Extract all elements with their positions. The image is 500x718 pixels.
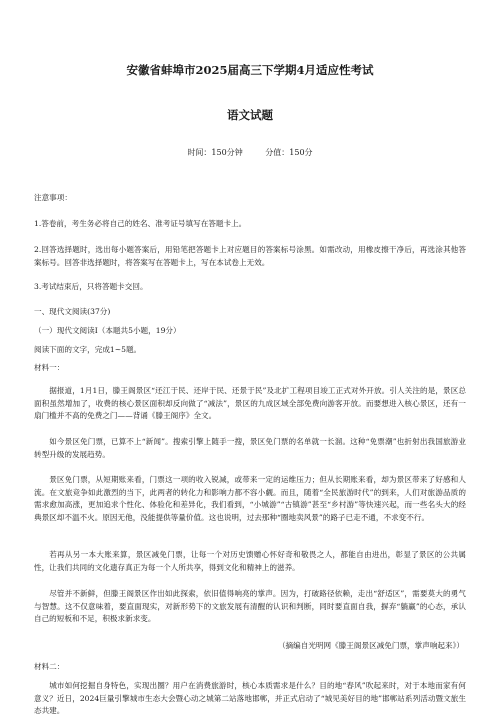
paragraph-2: 如今景区免门票，已算不上“新闻”。搜索引擎上随手一搜，景区免门票的名单就一长溜。这种“免票潮”也折射出我国旅游业转型升级的发展趋势。 xyxy=(34,437,466,459)
exam-subtitle: 语文试题 xyxy=(227,108,273,122)
material-1-label: 材料一： xyxy=(34,363,65,372)
exam-time: 时间：150分钟 xyxy=(187,148,243,157)
note-item-1: 1.答卷前，考生务必将自己的姓名、准考证号填写在答题卡上。 xyxy=(34,219,247,228)
exam-score: 分值：150分 xyxy=(265,148,313,157)
exam-meta xyxy=(0,147,500,158)
exam-title: 安徽省蚌埠市2025届高三下学期4月适应性考试 xyxy=(126,63,374,77)
note-item-3: 3.考试结束后，只将答题卡交回。 xyxy=(34,282,148,291)
paragraph-1: 据报道，1月1日，滕王阁景区“还江于民、还岸于民、还景于民”及北扩工程项目竣工正式对外开放。引人关注的是，景区总面积虽然增加了，收费的核心景区面积却反向做了“减法”，景区的九成区域全部免费向游客开放。而要想进入核心景区，还有一扇门槛并不高的免费之门——背诵《滕王阁序》全文。 xyxy=(34,386,466,420)
material-2-paragraph: 城市如何挖掘自身特色，实现出圈？用户在消费旅游时，核心本质需求是什么？目的地“春风”吹起来时，对于本地而家有何意义？近日，2024巨量引擎城市生态大会暨心动之城第二站落地邯郸，并正式启动了“城见美好目的地”邯郸站系列活动暨文旅生态共建。 xyxy=(34,681,466,715)
paragraph-3: 景区免门票，从短期账来看，门票这一项的收入锐减，或带来一定的运维压力；但从长期账来看，却为景区带来了好感和人流。在文旅竞争如此激烈的当下，此两者的转化力和影响力都不容小觑。而且，随着“全民旅游时代”的到来，人们对旅游品质的需求愈加高涨，更加追求个性化、体验化和差异化，我们看到，“小城游”“古镇游”甚至“乡村游”等快速兴起，而一些名头大的经典景区却不温不火。原因无他，没能提供等量价值。这也说明，过去那种“圈地卖风景”的路子已走不通，不求变不行。 xyxy=(34,475,466,522)
notes-heading: 注意事项： xyxy=(34,193,72,202)
source-citation: （摘编自光明网《滕王阁景区减免门票，掌声响起来》） xyxy=(277,641,464,650)
paragraph-5: 尽管并不新鲜，但滕王阁景区作出如此探索，依旧值得响亮的掌声。因为，打破路径依赖，走出“舒适区”，需要莫大的勇气与智慧。这不仅意味着，要直面现实，对新形势下的文旅发展有清醒的认识和判断，同时要直面自我，摒弃“躺赢”的心态，承认自己的短板和不足，积极求新求变。 xyxy=(34,589,466,623)
note-item-2: 2.回答选择题时，选出每小题答案后，用铅笔把答题卡上对应题目的答案标号涂黑。如需改动，用橡皮擦干净后，再选涂其他答案标号。回答非选择题时，将答案写在答题卡上，写在本试卷上无效。 xyxy=(34,245,466,267)
sub-heading: （一）现代文阅读Ⅰ（本题共5小题，19分） xyxy=(34,326,181,335)
instruction: 阅读下面的文字，完成1~5题。 xyxy=(34,345,142,354)
paragraph-4: 若再从另一本大账来算，景区减免门票，让每一个对历史馈赠心怀好奇和敬畏之人，都能自由进出，彰显了景区的公共属性，让我们共同的文化遗存真正为每一个人所共享，得到文化和精神上的滋养。 xyxy=(34,550,466,572)
material-2-label: 材料二： xyxy=(34,662,65,671)
part-heading: 一、现代文阅读(37分) xyxy=(34,307,111,316)
